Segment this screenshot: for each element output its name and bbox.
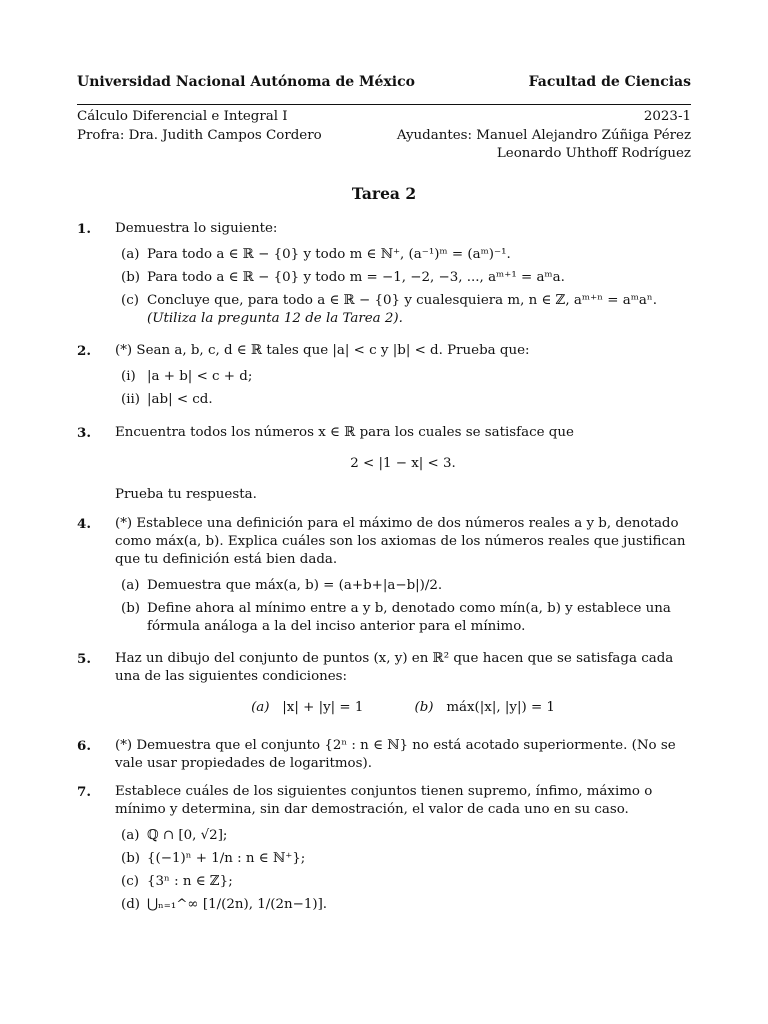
display-equations: (a) |x| + |y| = 1 (b) máx(|x|, |y|) = 1: [251, 700, 555, 715]
list-item: (c) Concluye que, para todo a ∈ ℝ − {0} y cualesquiera m, n ∈ ℤ, aᵐ⁺ⁿ = aᵐaⁿ. (Utiliza la pregunta 12 de la Tarea 2).: [121, 293, 657, 326]
list-item: (b) Define ahora al mínimo entre a y b, denotado como mín(a, b) y establece una fórmula análoga a la del inciso anterior para el mínimo.: [121, 601, 671, 634]
list-item: (b) {(−1)ⁿ + 1/n : n ∈ ℕ⁺};: [121, 851, 306, 866]
problem-intro: Establece cuáles de los siguientes conjuntos tienen supremo, ínfimo, máximo o mínimo y determina, sin dar demostración, el valor de cada uno en su caso.: [115, 784, 653, 817]
course-name: Cálculo Diferencial e Integral I: [77, 109, 288, 124]
item-text: Concluye que, para todo a ∈ ℝ − {0} y cualesquiera m, n ∈ ℤ, aᵐ⁺ⁿ = aᵐaⁿ.: [147, 293, 657, 308]
problem-1: [77, 220, 691, 328]
problem-2: 2. (*) Sean a, b, c, d ∈ ℝ tales que |a| < c y |b| < d. Prueba que: (i) |a + b| < c + d; (ii) |ab| < cd.: [77, 342, 691, 409]
problem-7: 7. Establece cuáles de los siguientes conjuntos tienen supremo, ínfimo, máximo o mínimo y determina, sin dar demostración, el valor de cada uno en su caso. (a) ℚ ∩ [0, √2]; (b) {(−1)ⁿ + 1/n : n ∈ ℕ⁺}; (c) {3ⁿ : n ∈ ℤ}; (d) ⋃ₙ₌₁^∞ [1/(2n), 1/(2n−1)].: [77, 783, 691, 914]
item-text: Para todo a ∈ ℝ − {0} y todo m = −1, −2, −3, ..., aᵐ⁺¹ = aᵐa.: [147, 270, 565, 285]
problem-6: 6. (*) Demuestra que el conjunto {2ⁿ : n ∈ ℕ} no está acotado superiormente. (No se vale usar propiedades de logaritmos).: [77, 737, 691, 773]
list-item: (a) ℚ ∩ [0, √2];: [121, 828, 228, 843]
assistants-line-2: Leonardo Uhthoff Rodríguez: [496, 146, 691, 161]
problem-4: 4. (*) Establece una definición para el máximo de dos números reales a y b, denotado como máx(a, b). Explica cuáles son los axiomas de los números reales que justifican que tu definición está bien dada. (a) Demuestra que máx(a, b) = (a+b+|a−b|)/2. (b) Define ahora al mínimo entre a y b, denotado como mín(a, b) y establece una fórmula análoga a la del inciso anterior para el mínimo.: [77, 515, 691, 636]
list-item: (i) |a + b| < c + d;: [121, 369, 253, 384]
semester: 2023-1: [643, 109, 691, 124]
faculty-name: Facultad de Ciencias: [528, 74, 691, 90]
display-equation: 2 < |1 − x| < 3.: [350, 456, 456, 471]
problem-intro: Haz un dibujo del conjunto de puntos (x, y) en ℝ² que hacen que se satisfaga cada una de las siguientes condiciones:: [115, 651, 674, 684]
professor-name: Profra: Dra. Judith Campos Cordero: [77, 127, 322, 143]
list-item: (d) ⋃ₙ₌₁^∞ [1/(2n), 1/(2n−1)].: [121, 897, 328, 912]
problem-outro: Prueba tu respuesta.: [115, 487, 257, 502]
problem-intro: (*) Sean a, b, c, d ∈ ℝ tales que |a| < c y |b| < d. Prueba que:: [115, 343, 530, 358]
problem-intro: Encuentra todos los números x ∈ ℝ para los cuales se satisface que: [115, 425, 574, 440]
problem-number: 1.: [77, 221, 91, 237]
university-name: Universidad Nacional Autónoma de México: [77, 74, 415, 90]
header-info: [77, 108, 691, 164]
problem-intro: Demuestra lo siguiente:: [115, 221, 278, 236]
problem-intro: (*) Establece una definición para el máximo de dos números reales a y b, denotado como máx(a, b). Explica cuáles son los axiomas de los números reales que justifican que tu definición está bien dada.: [115, 516, 686, 567]
header-top-row: [77, 73, 691, 91]
item-text: Para todo a ∈ ℝ − {0} y todo m ∈ ℕ⁺, (a⁻¹)ᵐ = (aᵐ)⁻¹.: [147, 247, 511, 262]
problem-5: 5. Haz un dibujo del conjunto de puntos (x, y) en ℝ² que hacen que se satisfaga cada una de las siguientes condiciones: (a) |x| + |y| = 1 (b) máx(|x|, |y|) = 1: [77, 650, 691, 730]
assistants-line-1: Ayudantes: Manuel Alejandro Zúñiga Pérez: [396, 127, 691, 143]
list-item: (c) {3ⁿ : n ∈ ℤ};: [121, 874, 233, 889]
problem-3: 3. Encuentra todos los números x ∈ ℝ para los cuales se satisface que 2 < |1 − x| < 3. Prueba tu respuesta.: [77, 424, 691, 504]
list-item: (ii) |ab| < cd.: [121, 392, 213, 407]
list-item: (a) Demuestra que máx(a, b) = (a+b+|a−b|)/2.: [121, 578, 443, 593]
list-item: (b) Para todo a ∈ ℝ − {0} y todo m = −1, −2, −3, ..., aᵐ⁺¹ = aᵐa.: [121, 270, 565, 285]
header-rule: [77, 104, 691, 105]
list-item: (a) Para todo a ∈ ℝ − {0} y todo m ∈ ℕ⁺, (a⁻¹)ᵐ = (aᵐ)⁻¹.: [121, 247, 511, 262]
page-title: Tarea 2: [351, 184, 417, 203]
problem-intro: (*) Demuestra que el conjunto {2ⁿ : n ∈ ℕ} no está acotado superiormente. (No se vale usar propiedades de logaritmos).: [115, 738, 676, 771]
item-note: (Utiliza la pregunta 12 de la Tarea 2).: [147, 311, 403, 326]
